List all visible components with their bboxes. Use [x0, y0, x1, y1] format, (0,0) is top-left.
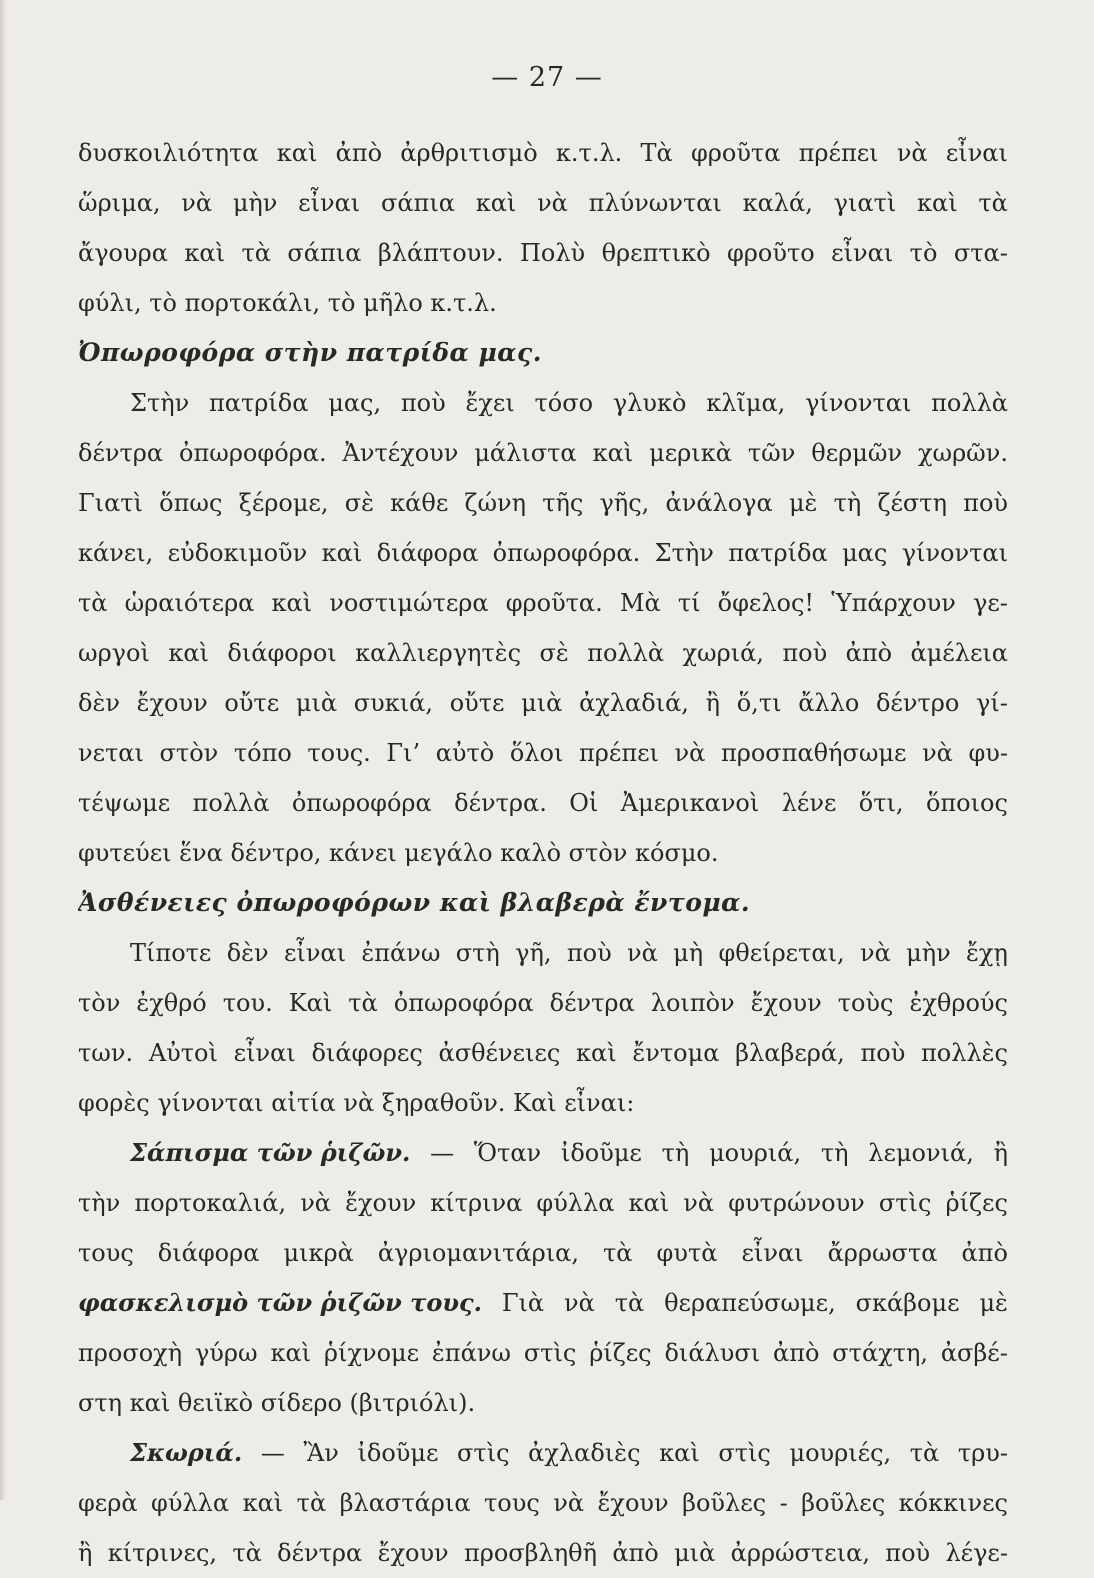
word: βλαστάρια	[339, 1489, 471, 1517]
word: νὰ	[922, 739, 953, 767]
word: γίνονται	[901, 539, 1008, 567]
word: τόσο	[534, 389, 594, 417]
word: καὶ	[475, 189, 517, 217]
text-line	[78, 1428, 1008, 1478]
word: Ἂν	[303, 1439, 339, 1467]
word: δέντρα	[78, 439, 164, 467]
word: γί-	[976, 689, 1008, 717]
word: σάπια	[380, 189, 455, 217]
word: μὲ	[788, 489, 818, 517]
word: ἰδοῦμε	[560, 1139, 642, 1167]
page-number: — 27 —	[491, 62, 603, 93]
word: ἢ	[993, 1139, 1008, 1167]
word: καὶ	[917, 189, 958, 217]
line-text: στη καὶ θειϊκὸ σίδερο (βιτριόλι).	[78, 1389, 476, 1417]
word: λεμονιά,	[868, 1139, 974, 1167]
word: διάφορα	[157, 1239, 260, 1267]
text-line	[78, 1328, 1008, 1378]
word: ὅλοι	[509, 739, 564, 767]
word: εἶναι	[831, 239, 894, 267]
word: στὶς	[878, 1189, 932, 1217]
word: νεται	[78, 739, 144, 767]
section-heading-text: Ὀπωροφόρα στὴν πατρίδα μας.	[78, 338, 542, 367]
word: εἶναι	[298, 189, 361, 217]
section-heading	[78, 328, 1008, 378]
word: πολλὲς	[921, 1039, 1008, 1067]
text-line	[78, 1528, 1008, 1578]
word: στὶς	[523, 1339, 577, 1367]
word: γε-	[973, 589, 1008, 617]
word: καὶ	[271, 589, 313, 617]
word: καλά,	[742, 189, 813, 217]
word: τὴν	[78, 1189, 121, 1217]
text-line	[78, 128, 1008, 178]
word: ἢ	[705, 689, 721, 717]
word: ἀρθριτισμὸ	[400, 139, 538, 167]
word: Ἀμερικανοὶ	[620, 789, 760, 817]
word: ἢ	[78, 1539, 93, 1567]
word: εὐδοκιμοῦν	[167, 539, 308, 567]
word: ἐπάνω	[431, 1339, 511, 1367]
word: φυτὰ	[656, 1239, 718, 1267]
word: καὶ	[592, 439, 634, 467]
word: δέντρο	[875, 689, 960, 717]
word: λέγε-	[945, 1539, 1008, 1567]
word: ὀπωροφόρα.	[179, 439, 327, 467]
word: μουριά,	[709, 1139, 802, 1167]
word: σκάβομε	[855, 1289, 960, 1317]
text-line	[78, 428, 1008, 478]
line-text: φυτεύει ἕνα δέντρο, κάνει μεγάλο καλὸ στὸν κόσμο.	[78, 839, 719, 867]
word: πλύνωνται	[588, 189, 722, 217]
text-line	[78, 278, 1008, 328]
text-line	[78, 528, 1008, 578]
word: γῆς,	[599, 489, 650, 517]
word: στάχτη,	[832, 1339, 928, 1367]
word: στὶς	[457, 1439, 510, 1467]
word: τους.	[307, 739, 371, 767]
word: στὶς	[718, 1439, 771, 1467]
word: κάθε	[390, 489, 449, 517]
text-line	[78, 1128, 1008, 1178]
word: ἔχῃ	[966, 939, 1008, 967]
word: φροῦτα	[690, 139, 781, 167]
word: εἶναι	[945, 139, 1008, 167]
word: μιὰ	[521, 689, 563, 717]
word: σάπια	[287, 239, 362, 267]
word: οὔτε	[449, 689, 505, 717]
word: καὶ	[168, 639, 209, 667]
word: ἄγουρα	[78, 239, 168, 267]
word: καὶ	[184, 239, 225, 267]
word: ἐχθρό	[136, 989, 207, 1017]
word: φύλλα	[536, 1189, 615, 1217]
word: μὴ	[673, 939, 704, 967]
word: ἔχουν	[597, 1489, 669, 1517]
word: καὶ	[576, 1039, 617, 1067]
word: βοῦλες	[682, 1489, 767, 1517]
word: θερμῶν	[811, 439, 902, 467]
text-line	[78, 1028, 1008, 1078]
word: διάλυσι	[664, 1339, 761, 1367]
word: μουριές,	[789, 1439, 892, 1467]
word: νὰ	[537, 189, 568, 217]
word: ἔχει	[465, 389, 515, 417]
word: τὰ	[614, 1289, 645, 1317]
text-line	[78, 578, 1008, 628]
word: ἔχουν	[377, 1539, 449, 1567]
word: Οἱ	[569, 789, 599, 817]
word: μιὰ	[295, 689, 338, 717]
word: ἐχθρούς	[909, 989, 1008, 1017]
word: θεραπεύσωμε,	[664, 1289, 836, 1317]
word: οὔτε	[224, 689, 280, 717]
word: εἶναι	[283, 939, 347, 967]
word: πορτοκαλιά,	[134, 1189, 287, 1217]
word: φθείρεται,	[718, 939, 845, 967]
word: μὴν	[906, 939, 951, 967]
word: τῶν	[747, 439, 796, 467]
word: κ.τ.λ.	[555, 139, 623, 167]
word: Γιὰ	[501, 1289, 545, 1317]
word: συκιά,	[353, 689, 433, 717]
word: νὰ	[627, 939, 658, 967]
word: τὸ	[909, 239, 938, 267]
word: ῥίζες	[589, 1339, 652, 1367]
word: ῥίζες	[945, 1189, 1008, 1217]
word: ἄλλο	[798, 689, 860, 717]
word: ἀρρώστεια,	[730, 1539, 870, 1567]
text-line	[78, 928, 1008, 978]
word: τὴ	[833, 489, 862, 517]
word: κίτρινες,	[107, 1539, 218, 1567]
word: Τὰ	[640, 139, 673, 167]
word: δέντρα	[277, 1539, 363, 1567]
word: διάφορα	[376, 539, 479, 567]
word: αὐτὸ	[435, 739, 495, 767]
word: τὰ	[232, 1539, 262, 1567]
word: νὰ	[564, 1289, 595, 1317]
line-text: φύλι, τὸ πορτοκάλι, τὸ μῆλο κ.τ.λ.	[78, 289, 497, 317]
word: ἀνάλογα	[665, 489, 773, 517]
word: νὰ	[896, 139, 928, 167]
word: ωργοὶ	[78, 639, 150, 667]
word: γύρω	[194, 1339, 258, 1367]
word: τους	[78, 1239, 134, 1267]
word: διάφοροι	[227, 639, 337, 667]
word: ποὺ	[885, 1539, 931, 1567]
word: ἀπὸ	[961, 1239, 1008, 1267]
text-line	[78, 1478, 1008, 1528]
word: διάφορες	[311, 1039, 423, 1067]
word: πολλὰ	[587, 639, 665, 667]
word: γιατὶ	[833, 189, 897, 217]
section-heading-text: Ἀσθένειες ὀπωροφόρων καὶ βλαβερὰ ἔντομα.	[78, 888, 751, 917]
word: Γιατὶ	[78, 489, 143, 517]
word: μὴν	[232, 189, 278, 217]
text-line	[78, 1228, 1008, 1278]
word: κάνει,	[78, 539, 154, 567]
word: τὰ	[78, 589, 108, 617]
word: δυσκοιλιότητα	[78, 139, 259, 167]
word: ῥίχνομε	[323, 1339, 420, 1367]
word: φροῦτο	[726, 239, 815, 267]
word: ἔντομα	[632, 1039, 720, 1067]
word: δέντρα.	[454, 789, 547, 817]
word: ὀπωροφόρα.	[492, 539, 641, 567]
word: του.	[222, 989, 273, 1017]
word: γῆ,	[515, 939, 552, 967]
word: μιὰ	[674, 1539, 716, 1567]
word: ὅ,τι	[736, 689, 782, 717]
word: τὰ	[241, 239, 271, 267]
word: φροῦτα.	[505, 589, 603, 617]
word: νὰ	[859, 939, 891, 967]
text-line	[78, 978, 1008, 1028]
word: ἰδοῦμε	[357, 1439, 439, 1467]
word: θρεπτικὸ	[601, 239, 711, 267]
word: γλυκὸ	[612, 389, 687, 417]
word: ὅποιος	[925, 789, 1008, 817]
word: κλῖμα,	[706, 389, 786, 417]
word: ποὺ	[566, 939, 612, 967]
word: ἐπάνω	[361, 939, 441, 967]
word: νὰ	[181, 189, 213, 217]
word: κίτρινα	[430, 1189, 523, 1217]
word: ἀσβέ-	[940, 1339, 1008, 1367]
text-line	[78, 378, 1008, 428]
word: στὴ	[455, 939, 500, 967]
word: κόκκινες	[898, 1489, 1008, 1517]
word: νοστιμώτερα	[329, 589, 489, 617]
word: βοῦλες	[801, 1489, 886, 1517]
word: πατρίδα	[728, 539, 828, 567]
word: ἀπὸ	[845, 639, 893, 667]
word: νὰ	[683, 1189, 715, 1217]
word: μας	[842, 539, 888, 567]
word: τὰ	[909, 1439, 940, 1467]
word: ὅτι,	[858, 789, 904, 817]
word: πατρίδα	[209, 389, 309, 417]
word: ποὺ	[782, 639, 828, 667]
word: τὴ	[820, 1139, 849, 1167]
word: φυ-	[968, 739, 1008, 767]
text-line	[78, 228, 1008, 278]
word: τὰ	[296, 1489, 327, 1517]
word: ὡραιότερα	[124, 589, 255, 617]
word: βλάπτουν.	[377, 239, 504, 267]
word: τὰ	[603, 1239, 633, 1267]
word: ὄφελος!	[717, 589, 815, 617]
word: βλαβερά,	[735, 1039, 845, 1067]
word: πρέπει	[798, 139, 879, 167]
word: ποὺ	[963, 489, 1008, 517]
run-in-heading: φασκελισμὸ τῶν ῥιζῶν τους.	[78, 1288, 482, 1317]
word: μάλιστα	[474, 439, 577, 467]
word: στα-	[953, 239, 1008, 267]
word: -	[779, 1489, 788, 1517]
line-text: φορὲς γίνονται αἰτία νὰ ξηραθοῦν. Καὶ εἶναι:	[78, 1089, 635, 1117]
word: —	[430, 1139, 455, 1167]
word: Μὰ	[619, 589, 661, 617]
word: φερὰ	[78, 1489, 138, 1517]
word: ὀπωροφόρα	[291, 789, 432, 817]
word: λοιπὸν	[650, 989, 735, 1017]
text-line	[78, 828, 1008, 878]
word: πολλὰ	[192, 789, 270, 817]
word: ἀπὸ	[612, 1539, 659, 1567]
word: δὲν	[78, 689, 120, 717]
word: ἀχλαδιὲς	[528, 1439, 641, 1467]
word: τί	[677, 589, 701, 617]
word: μικρὰ	[283, 1239, 354, 1267]
word: καὶ	[242, 1489, 284, 1517]
text-line	[78, 478, 1008, 528]
word: —	[260, 1439, 285, 1467]
word: Πολὺ	[519, 239, 586, 267]
word: Γι’	[386, 739, 421, 767]
word: ἔχουν	[136, 689, 208, 717]
word: Αὐτοὶ	[148, 1039, 218, 1067]
word: λένε	[781, 789, 837, 817]
word: νὰ	[674, 739, 706, 767]
word: προσοχὴ	[78, 1339, 183, 1367]
word: προσπαθήσωμε	[720, 739, 907, 767]
word: προσβληθῆ	[463, 1539, 597, 1567]
word: τῆς	[542, 489, 584, 517]
page-edge	[0, 0, 6, 1500]
word: τέψωμε	[78, 789, 171, 817]
word: μερικὰ	[649, 439, 732, 467]
word: καλλιεργητὲς	[355, 639, 522, 667]
word: καὶ	[659, 1439, 700, 1467]
text-line	[78, 178, 1008, 228]
word: φυτρώνουν	[728, 1189, 865, 1217]
word: ἀχλαδιά,	[579, 689, 689, 717]
text-line	[78, 1378, 1008, 1428]
word: Ὑπάρχουν	[831, 589, 956, 617]
word: ὥριμα,	[78, 189, 161, 217]
word: ποὺ	[400, 389, 446, 417]
word: φύλλα	[151, 1489, 230, 1517]
word: καὶ	[270, 1339, 312, 1367]
text-line	[78, 1278, 1008, 1328]
word: μας,	[328, 389, 382, 417]
text-line	[78, 1078, 1008, 1128]
word: σὲ	[344, 489, 374, 517]
word: καὶ	[276, 139, 318, 167]
word: Τίποτε	[130, 939, 212, 967]
word: ἔχουν	[345, 1189, 417, 1217]
word: ἀσθένειες	[438, 1039, 561, 1067]
word: τους	[484, 1489, 540, 1517]
word: νὰ	[300, 1189, 331, 1217]
word: Ἀντέχουν	[342, 439, 459, 467]
word: ἀγριομανιτάρια,	[377, 1239, 579, 1267]
word: ἀπὸ	[772, 1339, 820, 1367]
word: τὴ	[661, 1139, 690, 1167]
word: τρυ-	[957, 1439, 1008, 1467]
word: ἄρρωστα	[827, 1239, 938, 1267]
word: πρέπει	[579, 739, 659, 767]
word: τὰ	[978, 189, 1008, 217]
word: εἶναι	[741, 1239, 804, 1267]
word: δὲν	[226, 939, 269, 967]
word: χωρῶν.	[917, 439, 1008, 467]
word: τὸν	[78, 989, 121, 1017]
word: Στὴν	[654, 539, 714, 567]
word: στὸν	[159, 739, 219, 767]
word: ξέρομε,	[238, 489, 329, 517]
word: Στὴν	[130, 389, 190, 417]
word: δέντρα	[549, 989, 635, 1017]
word: σὲ	[539, 639, 569, 667]
word: χωριά,	[682, 639, 764, 667]
page-body	[78, 128, 1008, 1578]
section-heading	[78, 878, 1008, 928]
text-line	[78, 678, 1008, 728]
word: των.	[78, 1039, 134, 1067]
word: εἶναι	[233, 1039, 296, 1067]
word: Ὅταν	[473, 1139, 542, 1167]
word: μὲ	[979, 1289, 1008, 1317]
word: πολλὰ	[931, 389, 1008, 417]
text-line	[78, 628, 1008, 678]
word: ὅπως	[159, 489, 223, 517]
word: Καὶ	[288, 989, 333, 1017]
word: ἀπὸ	[335, 139, 383, 167]
run-in-heading: Σάπισμα τῶν ῥιζῶν.	[130, 1138, 411, 1167]
word: τοὺς	[837, 989, 894, 1017]
word: ἀμέλεια	[910, 639, 1008, 667]
run-in-heading: Σκωριά.	[130, 1438, 243, 1467]
text-line	[78, 728, 1008, 778]
word: ἔχουν	[750, 989, 822, 1017]
word: ζέστη	[877, 489, 947, 517]
word: γίνονται	[805, 389, 912, 417]
word: ὀπωροφόρα	[393, 989, 534, 1017]
word: ζώνη	[464, 489, 526, 517]
word: καὶ	[628, 1189, 670, 1217]
word: ποὺ	[860, 1039, 906, 1067]
text-line	[78, 1178, 1008, 1228]
word: νὰ	[553, 1489, 585, 1517]
word: τὰ	[348, 989, 378, 1017]
word: τόπο	[233, 739, 292, 767]
text-line	[78, 778, 1008, 828]
word: καὶ	[321, 539, 363, 567]
